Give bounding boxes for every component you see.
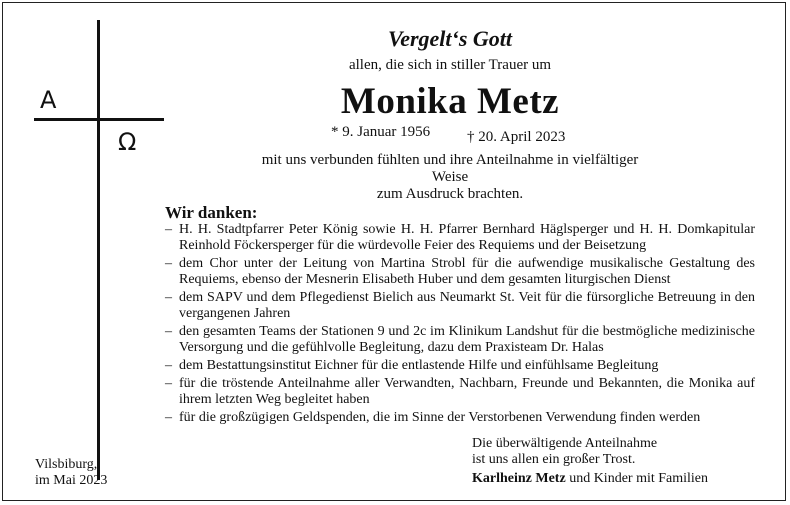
thanks-intro <box>250 152 650 203</box>
place: Vilsbiburg, <box>35 457 98 472</box>
dash-marker: – <box>165 324 172 339</box>
closing-block <box>472 436 708 487</box>
list-item <box>165 256 755 288</box>
intro-text: allen, die sich in stiller Trauer um <box>348 57 552 73</box>
list-item-text: den gesamten Teams der Stationen 9 und 2c im Klinikum Landshut für die bestmögliche medizinische Versorgung und die gefühlvolle Begleitung, dazu dem Praxisteam Dr. Halas <box>179 324 755 355</box>
birth-date: * 9. Januar 1956 <box>331 124 431 140</box>
list-item <box>165 290 755 322</box>
thanks-intro-line-2: zum Ausdruck brachten. <box>376 186 524 202</box>
omega-symbol: Ω <box>118 128 137 156</box>
list-item <box>165 324 755 356</box>
dash-marker: – <box>165 256 172 271</box>
dash-marker: – <box>165 376 172 391</box>
list-item-text: dem Bestattungsinstitut Eichner für die entlastende Hilfe und einfühlsame Begleitung <box>179 358 659 373</box>
list-item-text: für die großzügigen Geldspenden, die im Sinne der Verstorbenen Verwendung finden werden <box>179 410 701 425</box>
cross-horizontal-bar <box>34 118 164 121</box>
list-item <box>165 376 755 408</box>
date: im Mai 2023 <box>35 473 108 488</box>
alpha-symbol: A <box>40 86 57 114</box>
dash-marker: – <box>165 410 172 425</box>
dash-marker: – <box>165 222 172 237</box>
signer-suffix: und Kinder mit Familien <box>565 471 709 486</box>
list-item-text: H. H. Stadtpfarrer Peter König sowie H. H. Pfarrer Bernhard Häglsperger und H. H. Domkapitular Reinhold Föckersperger für die würdevolle Feier des Requiems und der Beisetzung <box>179 222 755 253</box>
thanks-heading: Wir danken: <box>165 203 258 222</box>
thanks-list <box>165 222 755 428</box>
list-item-text: für die tröstende Anteilnahme aller Verwandten, Nachbarn, Freunde und Bekannten, die Monika auf ihrem letzten Weg begleitet haben <box>179 376 755 407</box>
dash-marker: – <box>165 290 172 305</box>
closing-line-1: Die überwältigende Anteilnahme <box>472 436 658 451</box>
signer-name: Karlheinz Metz <box>472 471 566 486</box>
thanks-intro-line-1: mit uns verbunden fühlten und ihre Anteilnahme in vielfältiger Weise <box>261 152 639 185</box>
list-item-text: dem SAPV und dem Pflegedienst Bielich aus Neumarkt St. Veit für die fürsorgliche Betreuung in den vergangenen Jahren <box>179 290 755 321</box>
dash-marker: – <box>165 358 172 373</box>
list-item-text: dem Chor unter der Leitung von Martina Strobl für die aufwendige musikalische Gestaltung des Requiems, ebenso der Mesnerin Elisabeth Huber und dem gesamten liturgischen Dienst <box>179 256 755 287</box>
list-item <box>165 222 755 254</box>
signature-line <box>472 471 708 487</box>
deceased-name: Monika Metz <box>340 81 560 122</box>
motto: Vergelt‘s Gott <box>387 26 513 51</box>
cross-vertical-bar <box>97 20 100 480</box>
list-item <box>165 410 755 426</box>
list-item <box>165 358 755 374</box>
closing-line-2: ist uns allen ein großer Trost. <box>472 452 636 467</box>
death-date: † 20. April 2023 <box>467 129 566 145</box>
place-and-date <box>35 457 107 489</box>
